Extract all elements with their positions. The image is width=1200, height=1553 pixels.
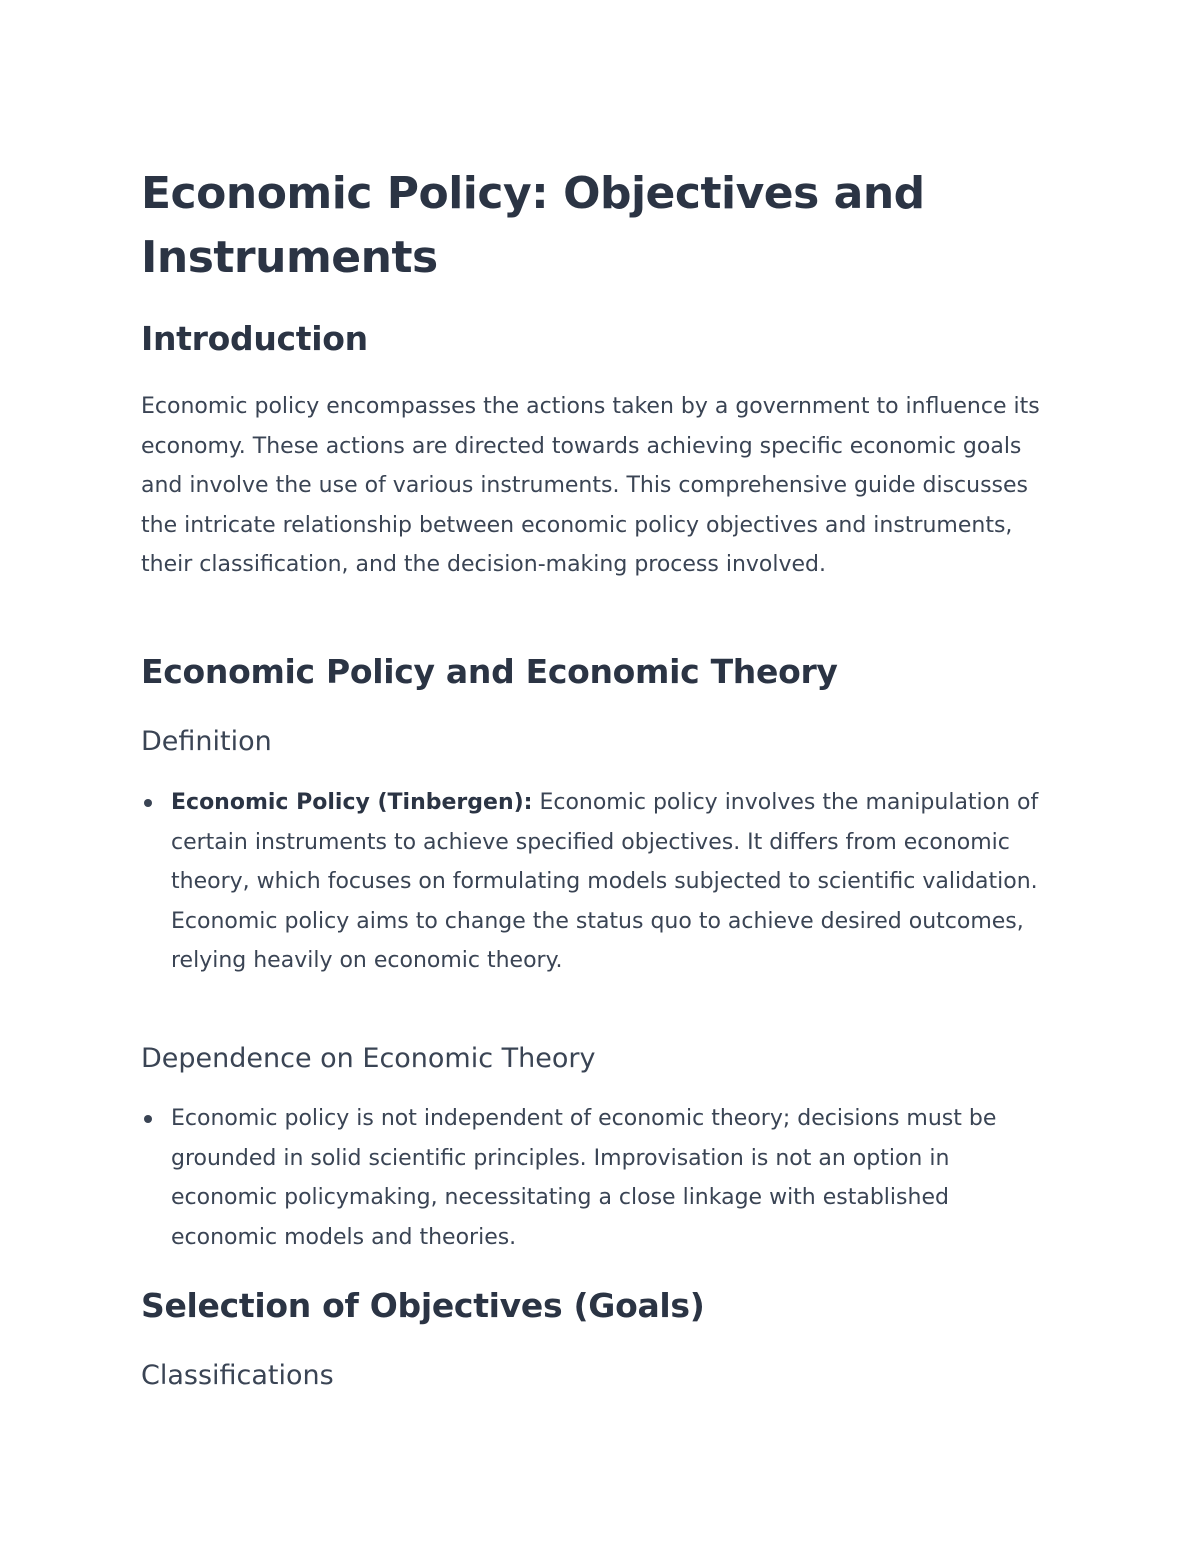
document-title: Economic Policy: Objectives and Instruments — [141, 168, 925, 283]
definition-heading: Definition — [141, 726, 272, 757]
dependence-bullet — [141, 1099, 1041, 1257]
introduction-heading: Introduction — [141, 319, 368, 358]
bullet-dot-icon — [144, 1115, 152, 1123]
introduction-paragraph: Economic policy encompasses the actions taken by a government to influence its economy. These actions are directed towards achieving specific economic goals and involve the use of various instruments. This comprehensive guide discusses the intricate relationship between economic policy objectives and instruments, their classification, and the decision-making process involved. — [141, 394, 1040, 578]
bullet-dot-icon — [144, 799, 152, 807]
policy-theory-heading: Economic Policy and Economic Theory — [141, 652, 838, 691]
dependence-bullet-text: Economic policy is not independent of economic theory; decisions must be grounded in solid scientific principles. Improvisation is not an option in economic policymaking, necessitating a close linkage with established economic models and theories. — [171, 1106, 997, 1250]
definition-bullet-term: Economic Policy (Tinbergen): — [171, 790, 533, 815]
definition-bullet-body: Economic policy involves the manipulation of certain instruments to achieve specified objectives. It differs from economic theory, which focuses on formulating models subjected to scientific validation. Economic policy aims to change the status quo to achieve desired outcomes, relying heavily on economic theory. — [171, 790, 1039, 974]
dependence-heading: Dependence on Economic Theory — [141, 1043, 596, 1074]
selection-objectives-heading: Selection of Objectives (Goals) — [141, 1286, 705, 1325]
classifications-heading: Classifications — [141, 1360, 334, 1391]
definition-bullet — [141, 783, 1041, 981]
definition-bullet-text — [171, 783, 1041, 981]
